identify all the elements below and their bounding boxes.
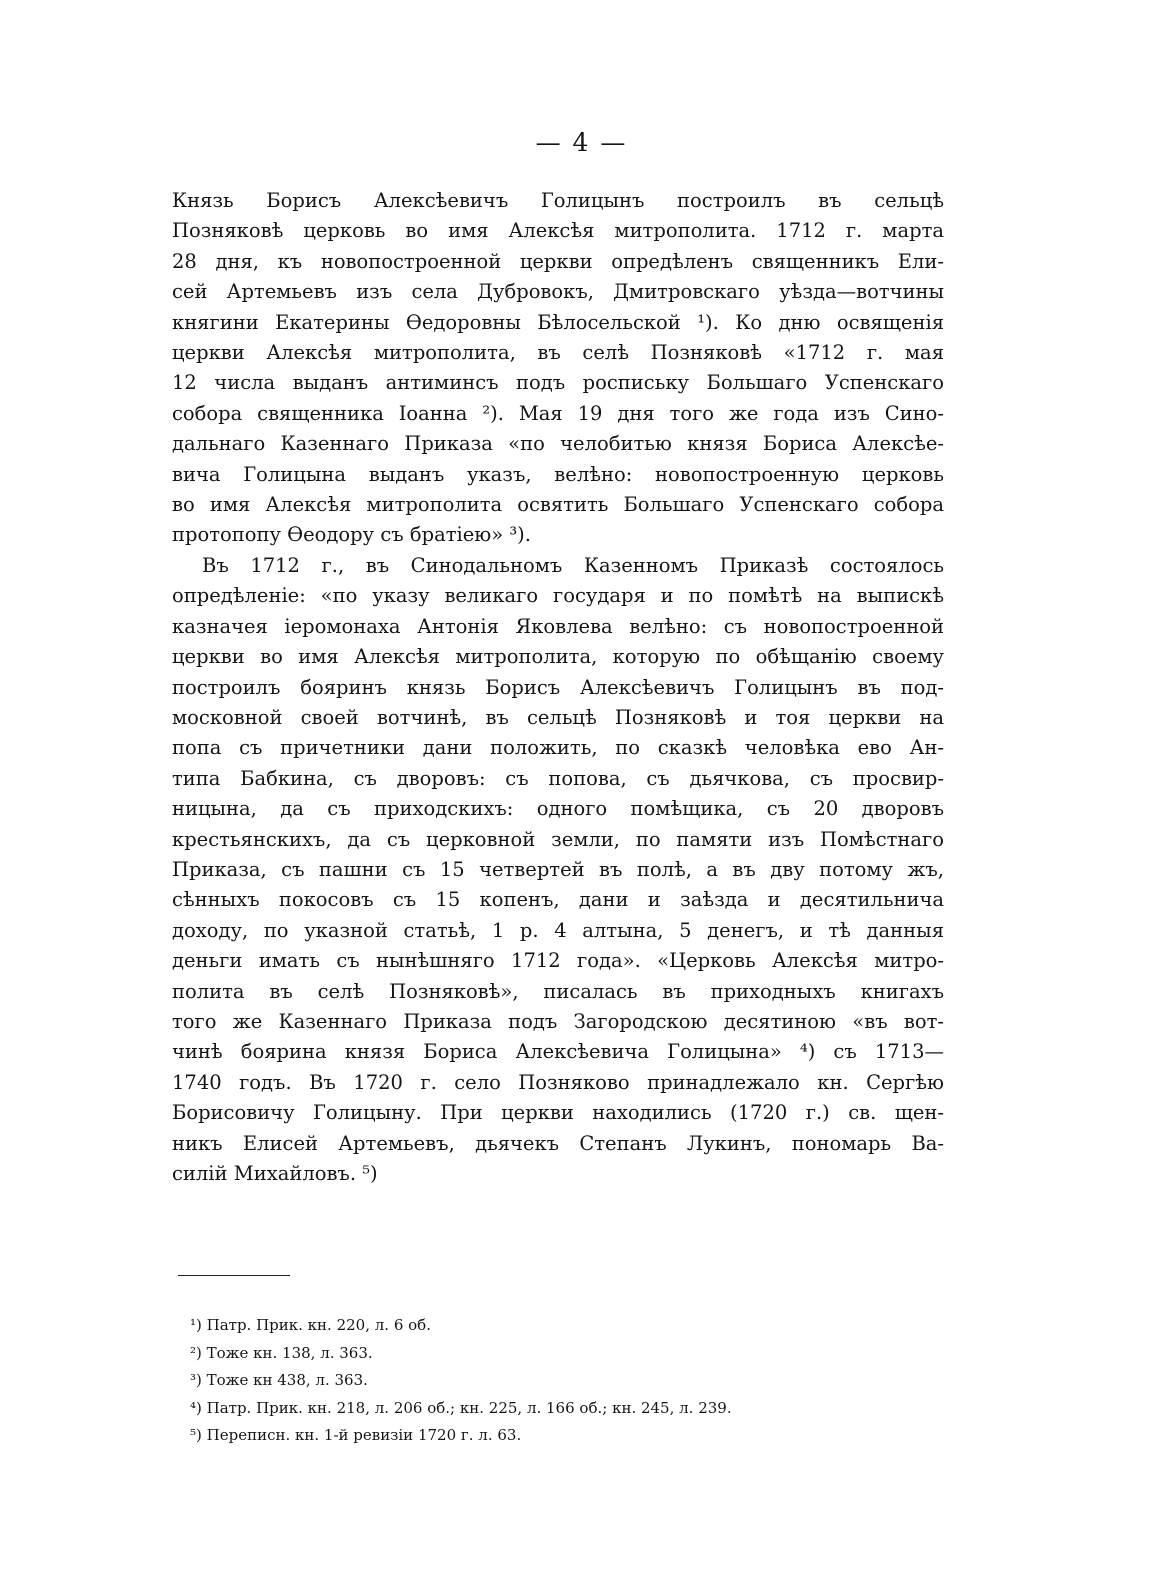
paragraph-1-line: сей Артемьевъ изъ села Дубровокъ, Дмитровскаго уѣзда—вотчины	[172, 280, 944, 304]
footnote-4: ⁴) Патр. Прик. кн. 218, л. 206 об.; кн. 225, л. 166 об.; кн. 245, л. 239.	[190, 1398, 732, 1417]
paragraph-2-line: того же Казеннаго Приказа подъ Загородскою десятиною «въ вот-	[172, 1009, 944, 1033]
paragraph-2-line: Приказа, съ пашни съ 15 четвертей въ полѣ, а въ дву потому жъ,	[172, 857, 944, 881]
paragraph-2-line: церкви во имя Алексѣя митрополита, которую по обѣщанію своему	[172, 645, 944, 669]
body-text	[172, 186, 944, 1189]
paragraph-2-line: деньги имать съ нынѣшняго 1712 года». «Церковь Алексѣя митро-	[172, 949, 944, 973]
paragraph-1-line: Князь Борисъ Алексѣевичъ Голицынъ построилъ въ сельцѣ	[172, 189, 944, 212]
paragraph-1-line: княгини Екатерины Өедоровны Бѣлосельской ¹). Ко дню освященія	[172, 310, 944, 334]
paragraph-2-line: 1740 годъ. Въ 1720 г. село Позняково принадлежало кн. Сергѣю	[172, 1070, 944, 1094]
paragraph-2-line: попа съ причетники дани положить, по сказкѣ человѣка ево Ан-	[172, 736, 944, 760]
paragraph-1-line: дальнаго Казеннаго Приказа «по челобитью князя Бориса Алексѣе-	[172, 432, 944, 456]
paragraph-1-line: во имя Алексѣя митрополита освятить Большаго Успенскаго собора	[172, 493, 944, 517]
paragraph-2-line: опредѣленіе: «по указу великаго государя и по помѣтѣ на выпискѣ	[172, 584, 944, 608]
footnote-2: ²) Тоже кн. 138, л. 363.	[190, 1343, 373, 1362]
paragraph-2-line: доходу, по указной статьѣ, 1 р. 4 алтына, 5 денегъ, и тѣ данныя	[172, 918, 944, 942]
paragraph-2-line: силій Михайловъ. ⁵)	[172, 1162, 378, 1185]
footnote-1: ¹) Патр. Прик. кн. 220, л. 6 об.	[190, 1316, 431, 1334]
paragraph-2-line: крестьянскихъ, да съ церковной земли, по памяти изъ Помѣстнаго	[172, 827, 944, 851]
paragraph-2-line: построилъ бояринъ князь Борисъ Алексѣевичъ Голицынъ въ под-	[172, 675, 944, 699]
footnote-divider	[178, 1275, 290, 1276]
paragraph-1-line: церкви Алексѣя митрополита, въ селѣ Позняковѣ «1712 г. мая	[172, 341, 944, 365]
paragraph-2-line: полита въ селѣ Позняковѣ», писалась въ приходныхъ книгахъ	[172, 979, 944, 1003]
footnote-5: ⁵) Переписн. кн. 1-й ревизіи 1720 г. л. 63.	[190, 1426, 522, 1444]
paragraph-1-line: 28 дня, къ новопостроенной церкви опредѣленъ священникъ Ели-	[172, 249, 944, 273]
paragraph-2-line: Въ 1712 г., въ Синодальномъ Казенномъ Приказѣ состоялось	[202, 553, 944, 577]
paragraph-2-line: Борисовичу Голицыну. При церкви находились (1720 г.) св. щен-	[172, 1101, 944, 1125]
paragraph-1-line: Позняковѣ церковь во имя Алексѣя митрополита. 1712 г. марта	[172, 219, 944, 243]
paragraph-2-line: сѣнныхъ покосовъ съ 15 копенъ, дани и заѣзда и десятильнича	[172, 888, 944, 912]
paragraph-1-line: собора священника Іоанна ²). Мая 19 дня того же года изъ Сино-	[172, 401, 944, 425]
paragraph-2-line: чинѣ боярина князя Бориса Алексѣевича Голицына» ⁴) съ 1713—	[172, 1040, 944, 1064]
footnote-3: ³) Тоже кн 438, л. 363.	[190, 1371, 368, 1389]
page-number: — 4 —	[535, 128, 628, 157]
paragraph-2-line: московной своей вотчинѣ, въ сельцѣ Позняковѣ и тоя церкви на	[172, 705, 944, 729]
paragraph-1-line: вича Голицына выданъ указъ, велѣно: новопостроенную церковь	[172, 462, 944, 486]
paragraph-2-line: типа Бабкина, съ дворовъ: съ попова, съ дьячкова, съ просвир-	[172, 766, 944, 790]
paragraph-2-line: ницына, да съ приходскихъ: одного помѣщика, съ 20 дворовъ	[172, 797, 944, 821]
paragraph-1-line: 12 числа выданъ антиминсъ подъ роспиську Большаго Успенскаго	[172, 371, 944, 395]
paragraph-2-line: никъ Елисей Артемьевъ, дьячекъ Степанъ Лукинъ, пономарь Ва-	[172, 1131, 944, 1155]
paragraph-1-line: протопопу Өеодору съ братіею» ³).	[172, 523, 531, 547]
footnotes	[190, 1312, 950, 1450]
paragraph-2-line: казначея іеромонаха Антонія Яковлева велѣно: съ новопостроенной	[172, 614, 944, 638]
